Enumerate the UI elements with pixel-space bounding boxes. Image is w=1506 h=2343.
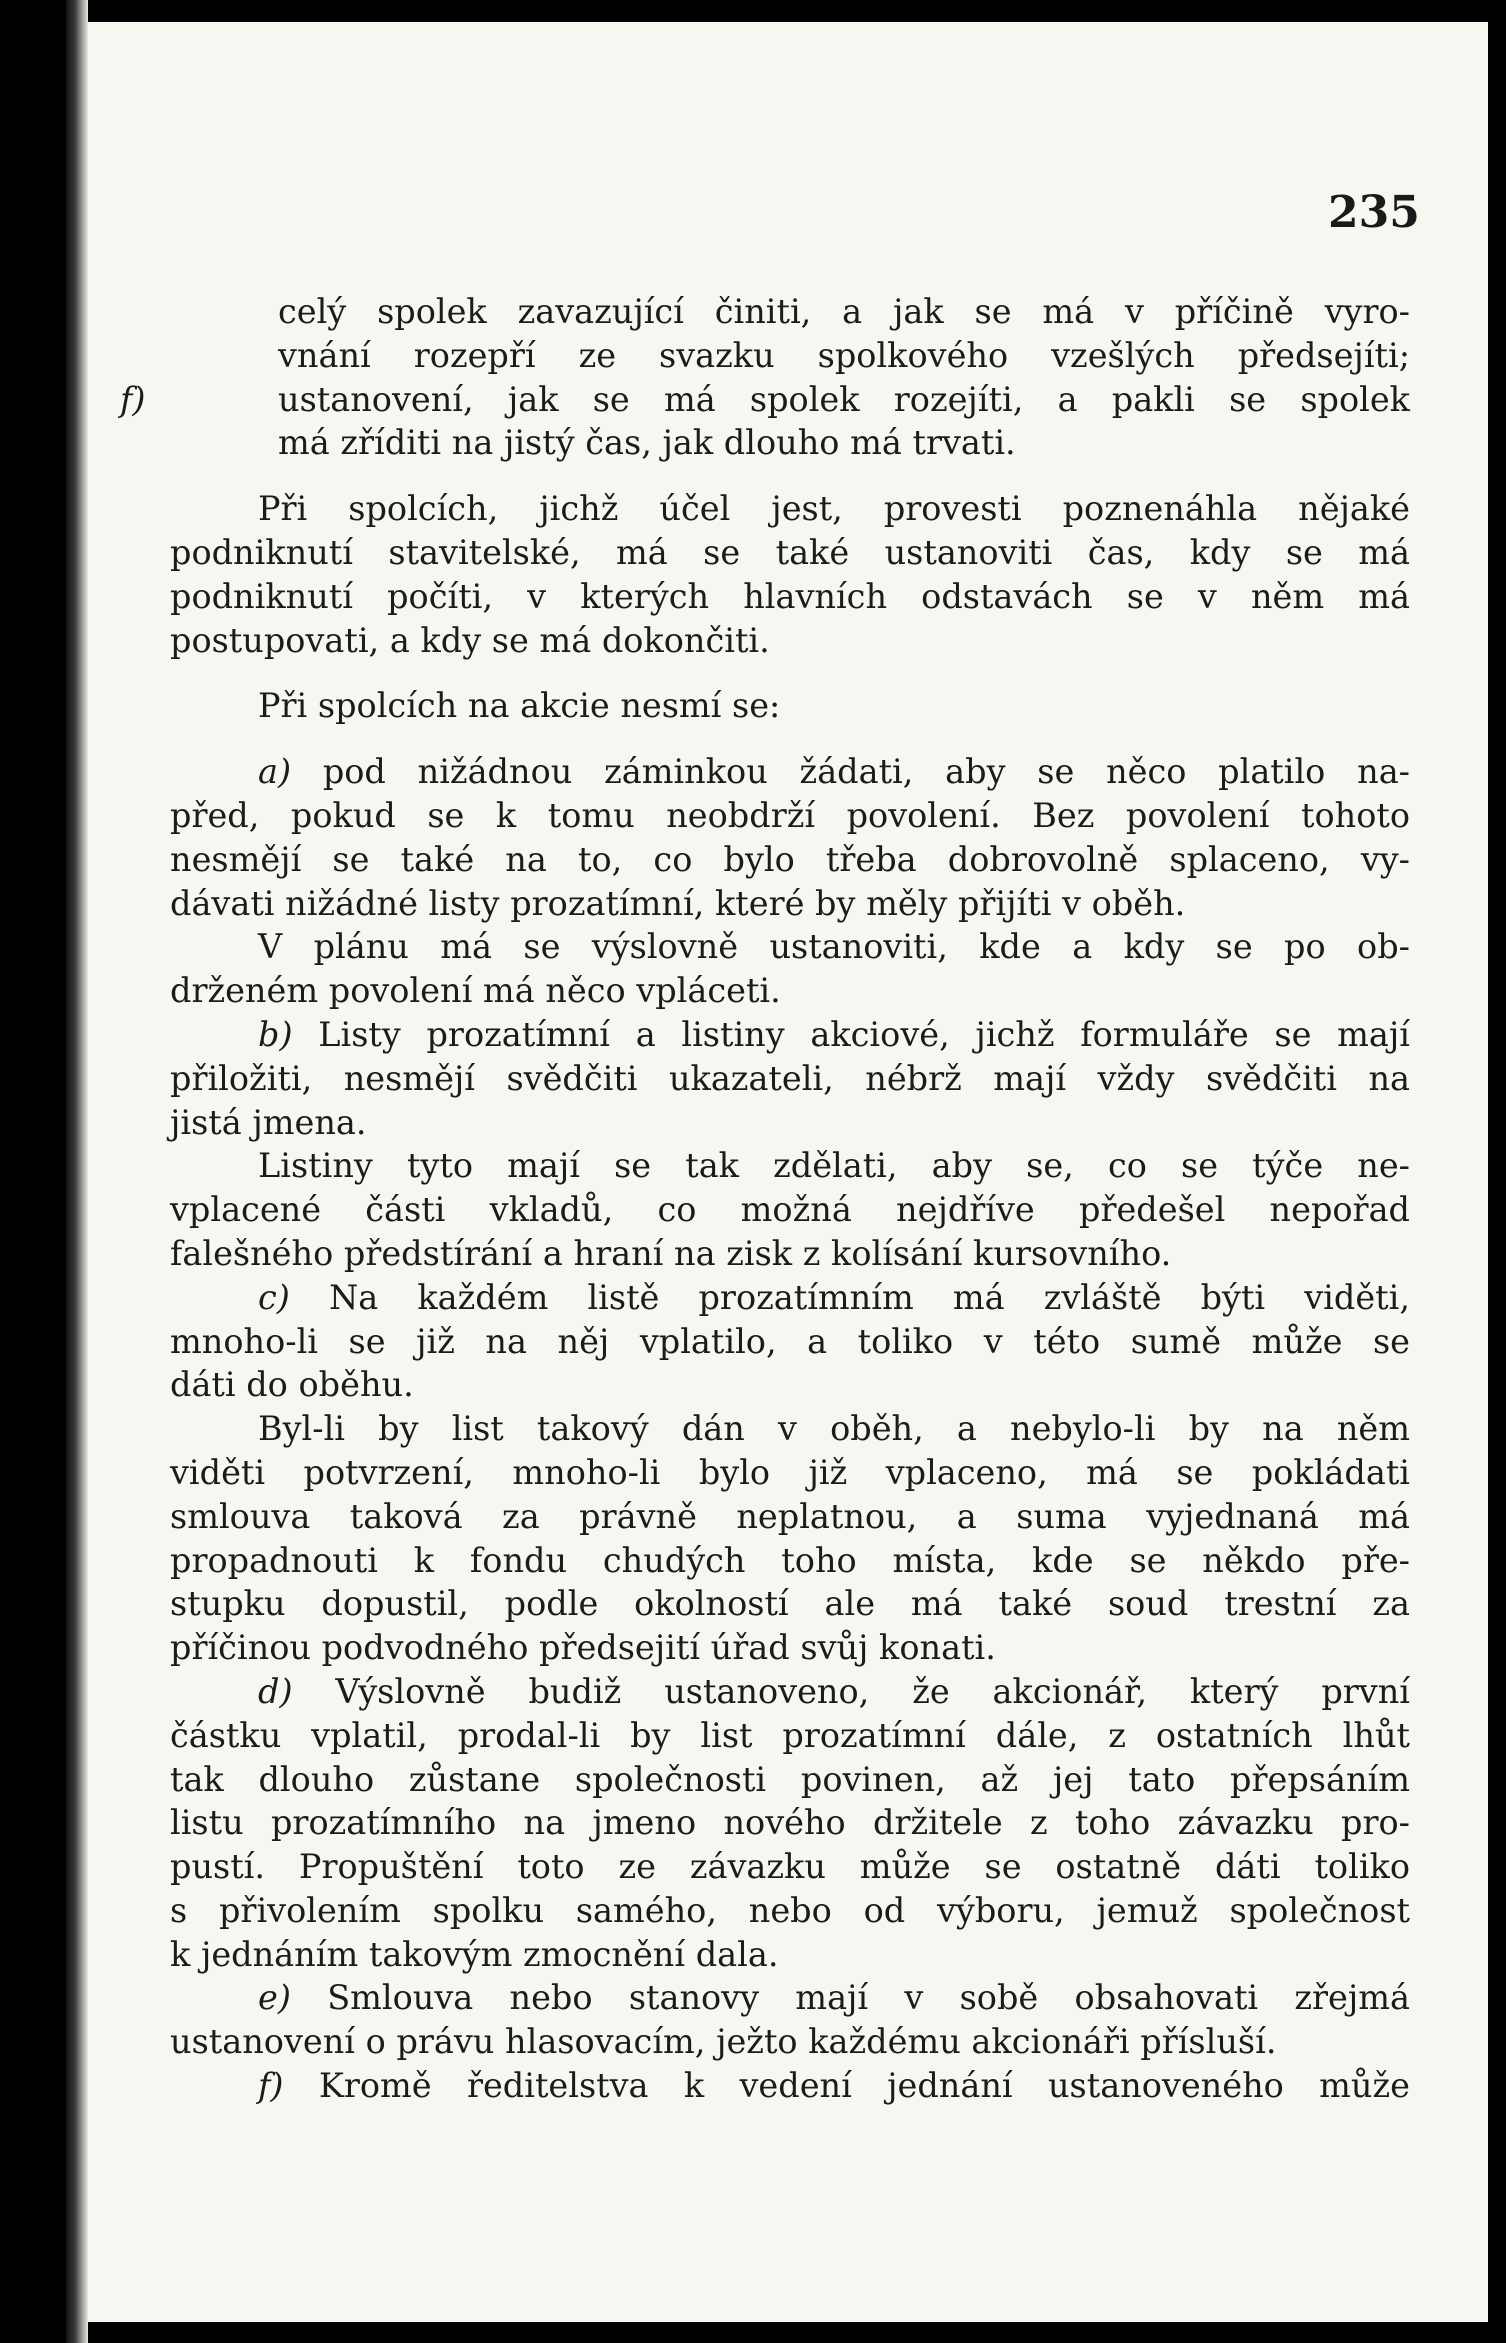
text-line: nesmějí se také na to, co bylo třeba dobrovolně splaceno, vy- — [170, 839, 1410, 879]
text-line: propadnouti k fondu chudých toho místa, kde se někdo pře- — [170, 1540, 1410, 1580]
text-line: jistá jmena. — [170, 1102, 367, 1142]
list-item-f2: f) Kromě ředitelstva k vedení jednání ustanoveného může — [258, 2066, 1410, 2106]
list-marker: e) — [258, 1978, 291, 2018]
text-line: vnání rozepří ze svazku spolkového vzešlých předsejíti; — [278, 335, 1410, 375]
list-item-c: c) Na každém listě prozatímním má zvláště býti viděti, — [258, 1277, 1410, 1317]
text-line: pustí. Propuštění toto ze závazku může se ostatně dáti toliko — [170, 1847, 1410, 1887]
text-line: před, pokud se k tomu neobdrží povolení. Bez povolení tohoto — [170, 795, 1410, 835]
text-line: celý spolek zavazující činiti, a jak se má v příčině vyro- — [278, 292, 1410, 331]
text-line: Listiny tyto mají se tak zdělati, aby se, co se týče ne- — [258, 1146, 1410, 1186]
list-item-e: e) Smlouva nebo stanovy mají v sobě obsahovati zřejmá — [258, 1978, 1411, 2018]
text-line: viděti potvrzení, mnoho-li bylo již vplaceno, má se pokládati — [170, 1452, 1410, 1492]
text-line: dáti do oběhu. — [170, 1365, 414, 1405]
text-line: dávati nižádné listy prozatímní, které by měly přijíti v oběh. — [170, 883, 1186, 923]
text-line: tak dlouho zůstane společnosti povinen, až jej tato přepsáním — [170, 1759, 1410, 1799]
text-line: ustanovení, jak se má spolek rozejíti, a pakli se spolek — [278, 379, 1410, 419]
list-item-a: a) pod nižádnou záminkou žádati, aby se něco platilo na- — [258, 752, 1410, 792]
body-text — [120, 290, 1411, 2108]
text-line: příčinou podvodného předsejití úřad svůj konati. — [170, 1628, 996, 1668]
text-line: podniknutí stavitelské, má se také ustanoviti čas, kdy se má — [170, 532, 1410, 572]
book-page — [88, 22, 1488, 2322]
list-item-d: d) Výslovně budiž ustanoveno, že akcionář, který první — [258, 1671, 1411, 1711]
text-line: smlouva taková za právně neplatnou, a suma vyjednaná má — [170, 1496, 1410, 1536]
text-line: podniknutí počíti, v kterých hlavních odstavách se v něm má — [170, 576, 1410, 616]
list-item-f — [120, 378, 1410, 422]
page-number: 235 — [1328, 187, 1420, 238]
list-marker: c) — [258, 1277, 290, 1317]
text-line: přiložiti, nesmějí svědčiti ukazateli, nébrž mají vždy svědčiti na — [170, 1058, 1410, 1098]
list-marker: b) — [258, 1014, 293, 1054]
text-line: ustanovení o právu hlasovacím, ježto každému akcionáři přísluší. — [170, 2022, 1277, 2062]
text-line: Při spolcích na akcie nesmí se: — [258, 686, 781, 726]
text-line: mnoho-li se již na něj vplatilo, a toliko v této sumě může se — [170, 1321, 1410, 1361]
text-line: k jednáním takovým zmocnění dala. — [170, 1934, 779, 1974]
text-line: listu prozatímního na jmeno nového držitele z toho závazku pro- — [170, 1803, 1410, 1843]
list-marker: d) — [258, 1671, 293, 1711]
text-line: má zříditi na jistý čas, jak dlouho má trvati. — [278, 423, 1016, 463]
list-marker: f) — [258, 2066, 284, 2106]
page-binding-edge — [66, 0, 88, 2343]
text-line: falešného předstírání a hraní na zisk z kolísání kursovního. — [170, 1233, 1172, 1273]
list-item-b: b) Listy prozatímní a listiny akciové, jichž formuláře se mají — [258, 1014, 1410, 1054]
list-marker: a) — [258, 752, 292, 792]
text-line: vplacené části vkladů, co možná nejdříve předešel nepořad — [170, 1190, 1410, 1230]
text-line: drženém povolení má něco vpláceti. — [170, 971, 781, 1011]
list-marker: f) — [120, 379, 146, 419]
text-line: V plánu má se výslovně ustanoviti, kde a kdy se po ob- — [258, 927, 1410, 967]
text-line: částku vplatil, prodal-li by list prozatímní dále, z ostatních lhůt — [170, 1715, 1410, 1755]
text-line: s přivolením spolku samého, nebo od výboru, jemuž společnost — [170, 1890, 1410, 1930]
text-line: stupku dopustil, podle okolností ale má také soud trestní za — [170, 1584, 1410, 1624]
text-line: Při spolcích, jichž účel jest, provesti poznenáhla nějaké — [258, 489, 1410, 529]
text-line: Byl-li by list takový dán v oběh, a nebylo-li by na něm — [258, 1409, 1410, 1449]
text-line: postupovati, a kdy se má dokončiti. — [170, 620, 770, 660]
